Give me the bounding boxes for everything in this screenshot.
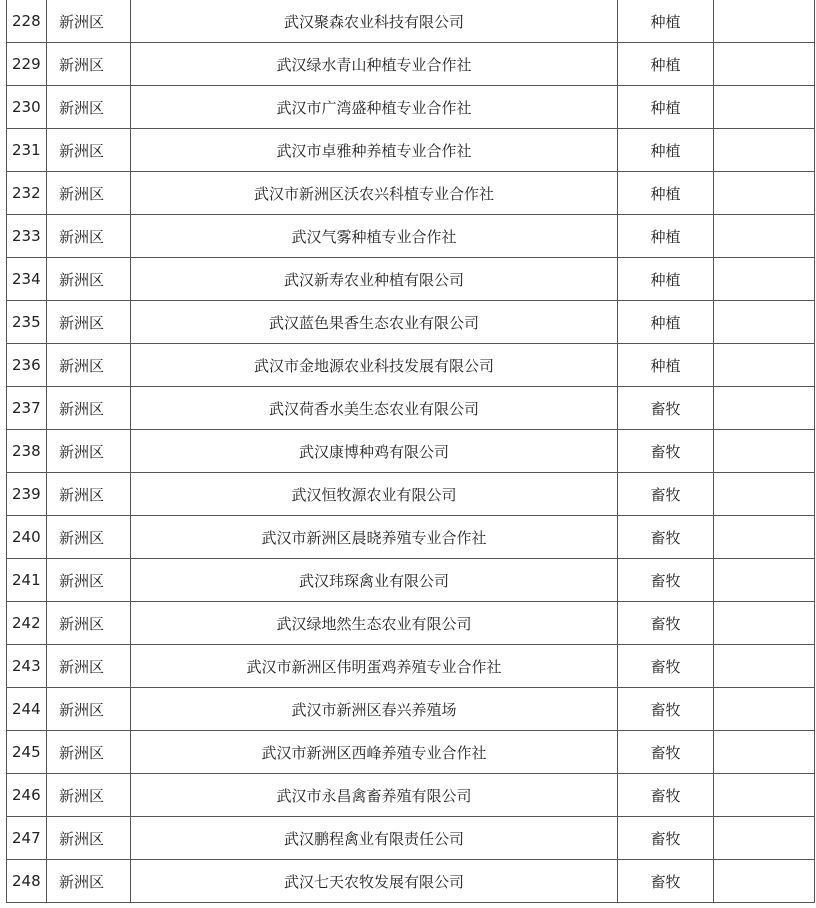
district-cell: 新洲区 bbox=[47, 344, 131, 387]
table-row bbox=[7, 43, 815, 86]
district-cell: 新洲区 bbox=[47, 688, 131, 731]
district-cell: 新洲区 bbox=[47, 301, 131, 344]
category-cell: 畜牧 bbox=[618, 731, 714, 774]
category-cell: 畜牧 bbox=[618, 473, 714, 516]
district-cell: 新洲区 bbox=[47, 817, 131, 860]
table-row bbox=[7, 516, 815, 559]
table-row bbox=[7, 86, 815, 129]
row-number-cell: 241 bbox=[7, 559, 47, 602]
category-cell: 种植 bbox=[618, 0, 714, 43]
category-cell: 种植 bbox=[618, 43, 714, 86]
table-row bbox=[7, 172, 815, 215]
row-number-cell: 247 bbox=[7, 817, 47, 860]
category-cell: 种植 bbox=[618, 215, 714, 258]
company-name-cell: 武汉市新洲区伟明蛋鸡养殖专业合作社 bbox=[131, 645, 618, 688]
note-cell bbox=[714, 774, 815, 817]
table-row bbox=[7, 860, 815, 903]
category-cell: 种植 bbox=[618, 301, 714, 344]
table-row bbox=[7, 301, 815, 344]
note-cell bbox=[714, 688, 815, 731]
row-number-cell: 240 bbox=[7, 516, 47, 559]
table-row bbox=[7, 774, 815, 817]
company-name-cell: 武汉蓝色果香生态农业有限公司 bbox=[131, 301, 618, 344]
row-number-cell: 229 bbox=[7, 43, 47, 86]
category-cell: 种植 bbox=[618, 172, 714, 215]
category-cell: 畜牧 bbox=[618, 688, 714, 731]
company-name-cell: 武汉新寿农业种植有限公司 bbox=[131, 258, 618, 301]
table-row bbox=[7, 559, 815, 602]
category-cell: 种植 bbox=[618, 86, 714, 129]
row-number-cell: 248 bbox=[7, 860, 47, 903]
note-cell bbox=[714, 860, 815, 903]
row-number-cell: 232 bbox=[7, 172, 47, 215]
row-number-cell: 246 bbox=[7, 774, 47, 817]
category-cell: 畜牧 bbox=[618, 774, 714, 817]
company-name-cell: 武汉气雾种植专业合作社 bbox=[131, 215, 618, 258]
note-cell bbox=[714, 430, 815, 473]
district-cell: 新洲区 bbox=[47, 473, 131, 516]
company-name-cell: 武汉市新洲区西峰养殖专业合作社 bbox=[131, 731, 618, 774]
district-cell: 新洲区 bbox=[47, 602, 131, 645]
district-cell: 新洲区 bbox=[47, 0, 131, 43]
table-row bbox=[7, 215, 815, 258]
district-cell: 新洲区 bbox=[47, 645, 131, 688]
row-number-cell: 233 bbox=[7, 215, 47, 258]
district-cell: 新洲区 bbox=[47, 860, 131, 903]
note-cell bbox=[714, 215, 815, 258]
enterprise-table bbox=[6, 0, 815, 903]
row-number-cell: 231 bbox=[7, 129, 47, 172]
row-number-cell: 236 bbox=[7, 344, 47, 387]
table-row bbox=[7, 473, 815, 516]
district-cell: 新洲区 bbox=[47, 86, 131, 129]
table-row bbox=[7, 258, 815, 301]
row-number-cell: 228 bbox=[7, 0, 47, 43]
category-cell: 种植 bbox=[618, 129, 714, 172]
table-row bbox=[7, 129, 815, 172]
category-cell: 畜牧 bbox=[618, 860, 714, 903]
note-cell bbox=[714, 817, 815, 860]
company-name-cell: 武汉聚森农业科技有限公司 bbox=[131, 0, 618, 43]
category-cell: 畜牧 bbox=[618, 817, 714, 860]
category-cell: 种植 bbox=[618, 258, 714, 301]
district-cell: 新洲区 bbox=[47, 215, 131, 258]
note-cell bbox=[714, 0, 815, 43]
note-cell bbox=[714, 473, 815, 516]
district-cell: 新洲区 bbox=[47, 430, 131, 473]
category-cell: 畜牧 bbox=[618, 645, 714, 688]
company-name-cell: 武汉康博种鸡有限公司 bbox=[131, 430, 618, 473]
category-cell: 畜牧 bbox=[618, 559, 714, 602]
note-cell bbox=[714, 559, 815, 602]
company-name-cell: 武汉鹏程禽业有限责任公司 bbox=[131, 817, 618, 860]
company-name-cell: 武汉荷香水美生态农业有限公司 bbox=[131, 387, 618, 430]
table-row bbox=[7, 430, 815, 473]
company-name-cell: 武汉玮琛禽业有限公司 bbox=[131, 559, 618, 602]
table-row bbox=[7, 0, 815, 43]
note-cell bbox=[714, 129, 815, 172]
note-cell bbox=[714, 86, 815, 129]
note-cell bbox=[714, 301, 815, 344]
company-name-cell: 武汉绿地然生态农业有限公司 bbox=[131, 602, 618, 645]
table-body bbox=[7, 0, 815, 903]
district-cell: 新洲区 bbox=[47, 559, 131, 602]
district-cell: 新洲区 bbox=[47, 43, 131, 86]
district-cell: 新洲区 bbox=[47, 258, 131, 301]
category-cell: 畜牧 bbox=[618, 602, 714, 645]
company-name-cell: 武汉市新洲区沃农兴科植专业合作社 bbox=[131, 172, 618, 215]
row-number-cell: 242 bbox=[7, 602, 47, 645]
note-cell bbox=[714, 645, 815, 688]
district-cell: 新洲区 bbox=[47, 172, 131, 215]
company-name-cell: 武汉绿水青山种植专业合作社 bbox=[131, 43, 618, 86]
row-number-cell: 234 bbox=[7, 258, 47, 301]
district-cell: 新洲区 bbox=[47, 387, 131, 430]
note-cell bbox=[714, 344, 815, 387]
row-number-cell: 245 bbox=[7, 731, 47, 774]
table-row bbox=[7, 344, 815, 387]
table-row bbox=[7, 688, 815, 731]
category-cell: 畜牧 bbox=[618, 430, 714, 473]
note-cell bbox=[714, 731, 815, 774]
row-number-cell: 243 bbox=[7, 645, 47, 688]
note-cell bbox=[714, 258, 815, 301]
note-cell bbox=[714, 516, 815, 559]
company-name-cell: 武汉市广湾盛种植专业合作社 bbox=[131, 86, 618, 129]
row-number-cell: 239 bbox=[7, 473, 47, 516]
table-row bbox=[7, 645, 815, 688]
table-row bbox=[7, 387, 815, 430]
company-name-cell: 武汉市新洲区晨晓养殖专业合作社 bbox=[131, 516, 618, 559]
company-name-cell: 武汉市卓雅种养植专业合作社 bbox=[131, 129, 618, 172]
row-number-cell: 235 bbox=[7, 301, 47, 344]
note-cell bbox=[714, 602, 815, 645]
district-cell: 新洲区 bbox=[47, 129, 131, 172]
district-cell: 新洲区 bbox=[47, 731, 131, 774]
table-row bbox=[7, 817, 815, 860]
company-name-cell: 武汉恒牧源农业有限公司 bbox=[131, 473, 618, 516]
note-cell bbox=[714, 387, 815, 430]
company-name-cell: 武汉市永昌禽畜养殖有限公司 bbox=[131, 774, 618, 817]
district-cell: 新洲区 bbox=[47, 774, 131, 817]
row-number-cell: 238 bbox=[7, 430, 47, 473]
company-name-cell: 武汉市金地源农业科技发展有限公司 bbox=[131, 344, 618, 387]
row-number-cell: 244 bbox=[7, 688, 47, 731]
category-cell: 畜牧 bbox=[618, 516, 714, 559]
district-cell: 新洲区 bbox=[47, 516, 131, 559]
note-cell bbox=[714, 172, 815, 215]
note-cell bbox=[714, 43, 815, 86]
category-cell: 畜牧 bbox=[618, 387, 714, 430]
table-row bbox=[7, 602, 815, 645]
company-name-cell: 武汉七天农牧发展有限公司 bbox=[131, 860, 618, 903]
row-number-cell: 230 bbox=[7, 86, 47, 129]
row-number-cell: 237 bbox=[7, 387, 47, 430]
category-cell: 种植 bbox=[618, 344, 714, 387]
company-name-cell: 武汉市新洲区春兴养殖场 bbox=[131, 688, 618, 731]
table-row bbox=[7, 731, 815, 774]
